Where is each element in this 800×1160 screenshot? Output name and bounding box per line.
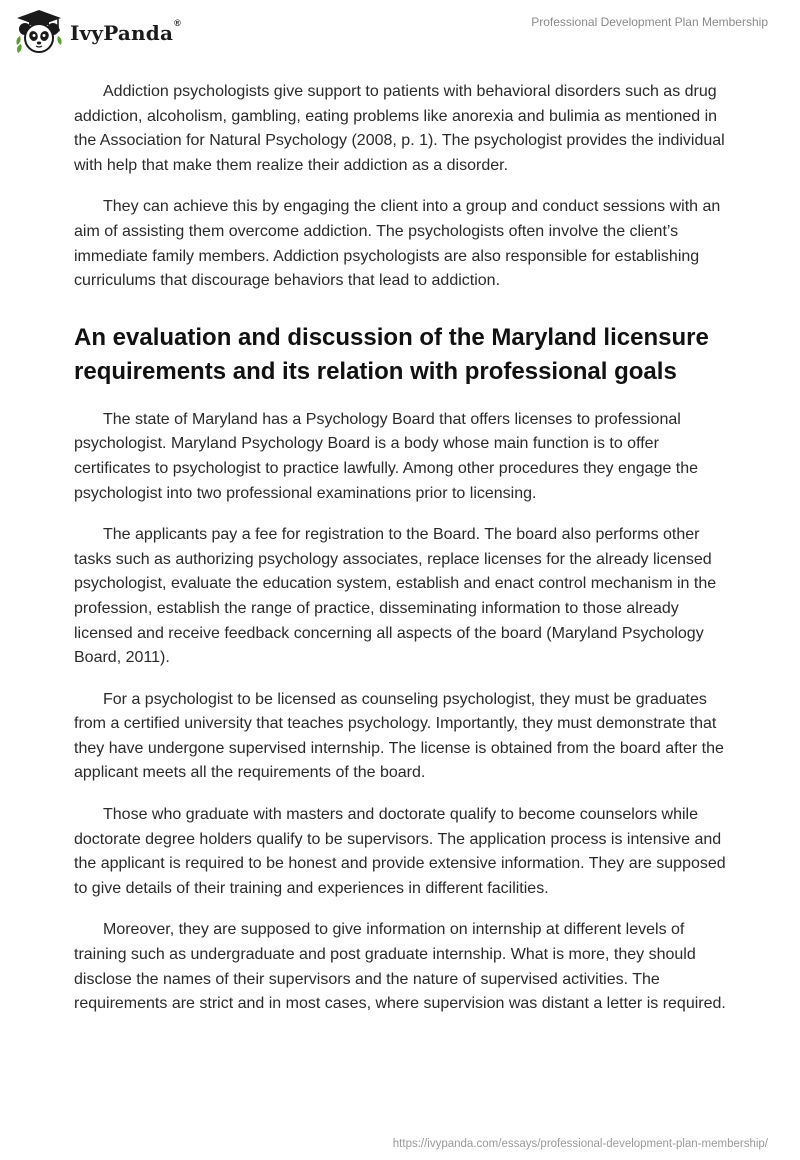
paragraph: The applicants pay a fee for registration to the Board. The board also performs other tasks such as authorizing psychology associates, replace licenses for the already licensed psychologist, evaluate the education system, establish and enact control mechanism in the profession, establish the range of practice, disseminating information to those already licensed and receive feedback concerning all aspects of the board (Maryland Psychology Board, 2011). bbox=[74, 526, 717, 667]
essay-body bbox=[74, 80, 734, 1034]
paragraph: For a psychologist to be licensed as counseling psychologist, they must be graduates from a certified university that teaches psychology. Importantly, they must demonstrate that they have undergone supervised internship. The license is obtained from the board after the applicant meets all the requirements of the board. bbox=[74, 690, 724, 782]
paragraph: The state of Maryland has a Psychology Board that offers licenses to professional psychologist. Maryland Psychology Board is a body whose main function is to offer certificates to psychologist to practice lawfully. Among other procedures they engage the psychologist into two professional examinations prior to licensing. bbox=[74, 410, 699, 502]
registered-mark: ® bbox=[174, 18, 181, 28]
paragraph: Addiction psychologists give support to patients with behavioral disorders such as drug addiction, alcoholism, gambling, eating problems like anorexia and bulimia as mentioned in the Association for Natural Psychology (2008, p. 1). The psychologist provides the individual with help that make them realize their addiction as a disorder. bbox=[74, 83, 725, 174]
page-header bbox=[0, 0, 800, 70]
source-url[interactable]: https://ivypanda.com/essays/professional-development-plan-membership/ bbox=[392, 1138, 768, 1150]
document-title: Professional Development Plan Membership bbox=[531, 15, 768, 29]
paragraph: Moreover, they are supposed to give information on internship at different levels of training such as undergraduate and post graduate internship. What is more, they should disclose the names of their supervisors and the nature of supervised activities. The requirements are strict and in most cases, where supervision was distant a letter is required. bbox=[74, 921, 726, 1013]
panda-graduate-icon bbox=[14, 9, 64, 55]
paragraph: They can achieve this by engaging the client into a group and conduct sessions with an aim of assisting them overcome addiction. The psychologists often involve the client’s immediate family members. Addiction psychologists are also responsible for establishing curriculums that discourage behaviors that lead to addiction. bbox=[74, 198, 721, 290]
paragraph: Those who graduate with masters and doctorate qualify to become counselors while doctorate degree holders qualify to be supervisors. The application process is intensive and the applicant is required to be honest and provide extensive information. They are supposed to give details of their training and experiences in different facilities. bbox=[74, 806, 726, 897]
logo-wordmark: IvyPanda® bbox=[70, 18, 181, 45]
ivypanda-logo[interactable] bbox=[14, 9, 181, 55]
section-heading: An evaluation and discussion of the Maryland licensure requirements and its relation with professional goals bbox=[74, 323, 709, 386]
